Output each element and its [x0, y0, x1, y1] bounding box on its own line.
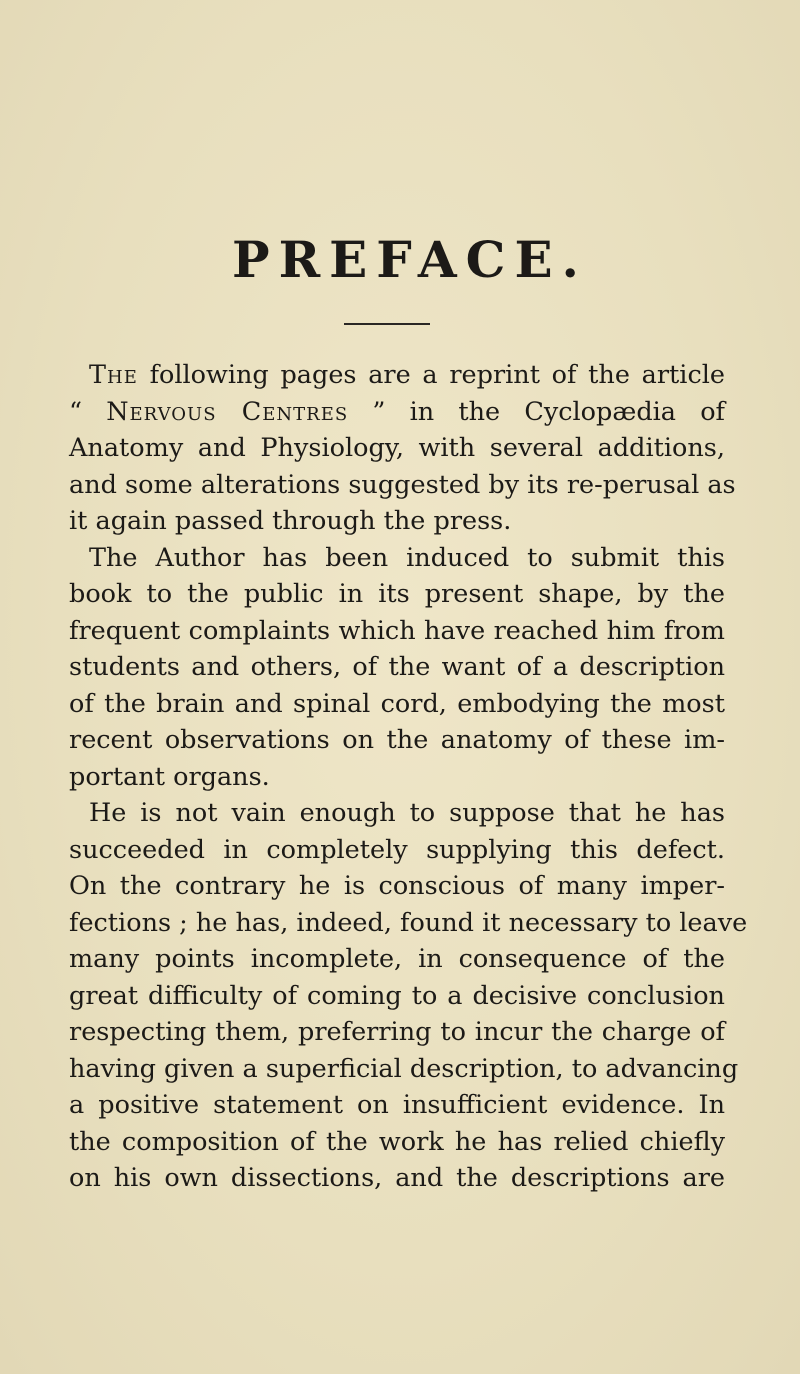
- text-line: [69, 467, 736, 504]
- text-line: [69, 394, 725, 431]
- line-text: great difficulty of coming to a decisive conclusion: [69, 980, 725, 1011]
- line-text: On the contrary he is conscious of many imper-: [69, 871, 725, 901]
- text-line: [69, 795, 725, 832]
- line-text: a positive statement on insufficient evidence. In: [69, 1090, 725, 1120]
- preface-text: [69, 357, 748, 1197]
- line-text: ” in the Cyclopædia of: [348, 396, 725, 427]
- line-text: students and others, of the want of a description: [69, 652, 725, 682]
- small-caps-text: The: [89, 360, 138, 390]
- line-text: The Author has been induced to submit this: [89, 542, 725, 573]
- text-line: [69, 430, 725, 467]
- line-text: He is not vain enough to suppose that he has: [89, 798, 725, 828]
- small-caps-text: Nervous Centres: [106, 396, 349, 427]
- text-line: [69, 905, 748, 942]
- line-text: Anatomy and Physiology, with several additions,: [69, 433, 725, 463]
- line-text: portant organs.: [69, 761, 270, 792]
- text-line: [69, 503, 725, 540]
- text-line: [69, 1124, 725, 1161]
- line-text: the composition of the work he has relied chiefly: [69, 1126, 725, 1157]
- text-line: [69, 540, 725, 577]
- text-line: [69, 649, 725, 686]
- text-line: [69, 357, 725, 394]
- line-text: fections ; he has, indeed, found it necessary to leave: [69, 907, 748, 938]
- text-line: [69, 832, 725, 869]
- line-text: book to the public in its present shape, by the: [69, 579, 725, 609]
- line-text: following pages are a reprint of the article: [137, 360, 725, 390]
- line-text: many points incomplete, in consequence of the: [69, 944, 725, 974]
- text-line: [69, 978, 725, 1015]
- line-prefix: “: [69, 396, 107, 427]
- text-line: [69, 759, 725, 796]
- text-line: [69, 941, 725, 978]
- line-text: and some alterations suggested by its re-perusal as: [69, 469, 736, 500]
- line-text: succeeded in completely supplying this defect.: [69, 834, 725, 865]
- text-line: [69, 1014, 725, 1051]
- line-text: frequent complaints which have reached him from: [69, 615, 725, 646]
- text-line: [69, 1087, 725, 1124]
- text-line: [69, 613, 725, 650]
- line-text: on his own dissections, and the descriptions are: [69, 1163, 725, 1193]
- text-line: [69, 1051, 739, 1088]
- title-rule: [344, 323, 430, 325]
- text-line: [69, 576, 725, 613]
- line-text: respecting them, preferring to incur the charge of: [69, 1017, 725, 1047]
- text-line: [69, 1160, 725, 1197]
- text-line: [69, 722, 725, 759]
- line-text: of the brain and spinal cord, embodying the most: [69, 688, 725, 719]
- line-text: recent observations on the anatomy of these im-: [69, 725, 725, 755]
- line-text: having given a superficial description, to advancing: [69, 1053, 739, 1084]
- text-line: [69, 686, 725, 723]
- text-line: [69, 868, 725, 905]
- page-title: PREFACE.: [232, 230, 588, 289]
- line-text: it again passed through the press.: [69, 506, 512, 536]
